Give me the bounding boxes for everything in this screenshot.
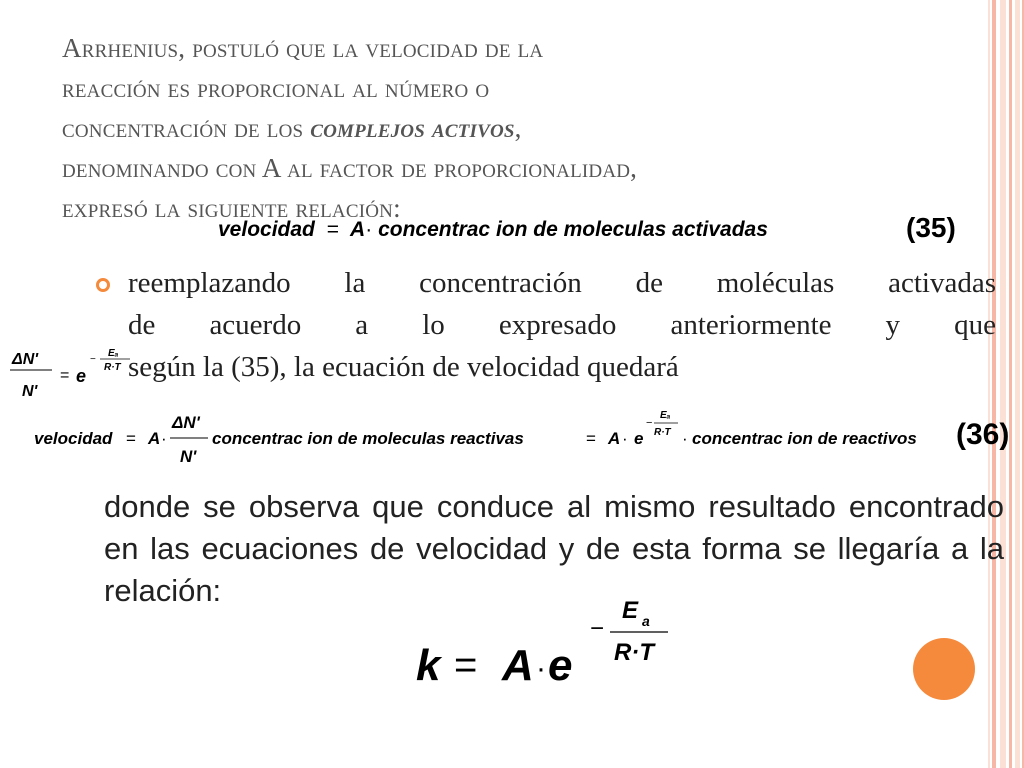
eq36-exp-den: R·T	[654, 427, 671, 438]
final-eq-minus: −	[590, 615, 605, 642]
eq36-frac-den: N'	[180, 447, 197, 466]
bullet-text	[128, 262, 996, 388]
small-eq-base: e	[76, 366, 87, 386]
equation-36-label: (36)	[956, 418, 1010, 451]
heading-line-3	[62, 108, 902, 148]
decorative-orange-circle	[913, 638, 975, 700]
equation-35-label: (35)	[906, 212, 956, 243]
eq36-dot-3: ·	[682, 429, 688, 448]
final-eq-exp-den: R·T	[614, 639, 654, 666]
eq36-equals: =	[126, 429, 136, 448]
eq36-rhs: concentrac ion de reactivos	[692, 429, 917, 448]
slide-heading	[62, 28, 902, 228]
small-equation	[8, 346, 134, 402]
bullet-line-1: reemplazando la concentración de moléculas activadas	[128, 267, 996, 299]
eq36-frac-num: ΔN'	[172, 413, 200, 432]
heading-line-5: expresó la siguiente relación:	[62, 193, 401, 223]
eq36-factor: A	[148, 429, 161, 448]
heading-line-2: reacción es proporcional al número o	[62, 73, 490, 103]
small-eq-numerator: ΔN'	[12, 351, 39, 368]
bullet-icon	[96, 278, 110, 292]
heading-emphasis: complejos activos	[310, 113, 515, 143]
heading-line-1: Arrhenius, postuló que la velocidad de la	[62, 33, 544, 63]
small-eq-minus: −	[90, 354, 96, 365]
eq35-rhs: concentrac ion de moleculas activadas	[378, 218, 768, 241]
bullet-line-2: de acuerdo a lo expresado anteriormente y que	[128, 309, 996, 341]
eq36-exp-minus: −	[646, 417, 653, 429]
final-eq-lhs: k	[416, 641, 441, 690]
equation-36	[34, 404, 954, 468]
eq36-exp-num: Eₐ	[660, 410, 671, 421]
eq35-dot: ·	[365, 218, 373, 241]
eq36-lhs: velocidad	[34, 429, 113, 448]
final-eq-exp-sub: a	[642, 613, 650, 629]
final-equation	[414, 594, 684, 704]
small-eq-exp-den: R·T	[104, 362, 121, 373]
eq36-equals-2: =	[586, 429, 596, 448]
eq36-base: e	[634, 429, 644, 448]
final-eq-factor: A	[502, 641, 534, 690]
bullet-line-3: según la (35), la ecuación de velocidad quedará	[128, 351, 679, 383]
eq35-factor: A	[350, 218, 366, 241]
heading-line-3-start: concentración de los	[62, 113, 311, 143]
eq36-dot: ·	[161, 429, 167, 448]
eq36-middle: concentrac ion de moleculas reactivas	[212, 429, 524, 448]
final-eq-equals: =	[454, 643, 478, 687]
final-eq-dot: ·	[536, 652, 546, 685]
heading-line-3-end: ,	[514, 113, 522, 143]
equation-35	[218, 218, 768, 242]
eq36-dot-2: ·	[622, 429, 628, 448]
small-eq-exp-num: Eₐ	[108, 348, 119, 359]
eq35-lhs: velocidad	[218, 218, 315, 241]
final-eq-exp-num: E	[622, 597, 639, 624]
small-eq-denominator: N'	[22, 383, 38, 400]
eq36-factor-2: A	[608, 429, 621, 448]
small-eq-equals: =	[60, 367, 70, 384]
conclusion-paragraph: donde se observa que conduce al mismo resultado encontrado en las ecuaciones de velocidad y de esta forma se llegaría a la relación:	[104, 489, 1004, 608]
heading-line-4: denominando con A al factor de proporcionalidad,	[62, 153, 638, 183]
final-eq-base: e	[548, 641, 573, 690]
eq35-equals: =	[326, 218, 339, 241]
